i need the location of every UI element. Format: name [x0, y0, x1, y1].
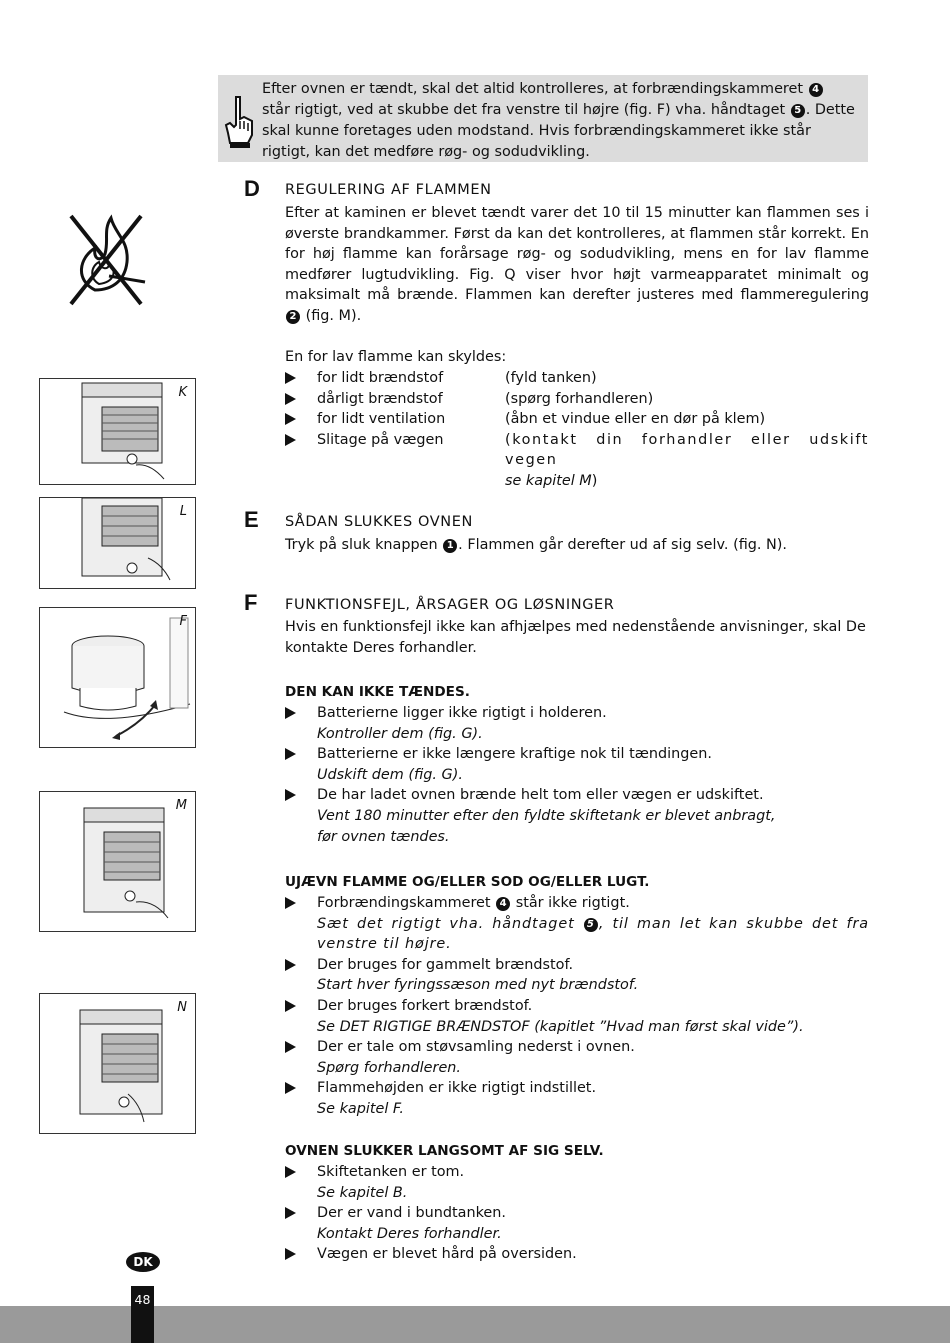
troubleshoot-list	[285, 893, 869, 1120]
bullet-arrow-icon	[285, 1207, 296, 1219]
group-heading: UJÆVN FLAMME OG/ELLER SOD OG/ELLER LUGT.	[285, 874, 650, 890]
list-item: dårligt brændstof (spørg forhandleren)	[285, 389, 869, 410]
number-badge-icon: 4	[496, 897, 510, 911]
list-item: Forbrændingskammeret 4 står ikke rigtigt. Sæt det rigtigt vha. håndtaget 5 , til man let kan skubbe det fra venstre til højre.	[285, 893, 869, 955]
heater-illustration	[40, 379, 195, 484]
combustion-chamber-illustration	[40, 608, 195, 747]
list-item: Slitage på vægen (kontakt din forhandler eller udskift vegen se kapitel M)	[285, 430, 869, 471]
figure-label: M	[175, 798, 187, 813]
list-item: Vægen er blevet hård på oversiden.	[285, 1244, 869, 1265]
section-e-text: Tryk på sluk knappen 1 . Flammen går derefter ud af sig selv. (fig. N).	[285, 537, 787, 553]
heater-illustration	[40, 792, 195, 931]
figure-label: F	[179, 614, 187, 629]
bullet-arrow-icon	[285, 393, 296, 405]
group-heading: OVNEN SLUKKER LANGSOMT AF SIG SELV.	[285, 1143, 604, 1159]
bullet-arrow-icon	[285, 372, 296, 384]
section-d-paragraph: Efter at kaminen er blevet tændt varer det 10 til 15 minutter kan flammen ses i øverste brandkammer. Først da kan det kontrolleres, at flammen står korrekt. En for høj flamme kan forårsage røg- og sodudvikling, mens en for lav flamme medfører lugtudvikling. Fig. Q viser hvor højt varmeapparatet minimalt og maksimalt må brænde. Flammen kan derefter justeres med flammeregulering 2 (fig. M).	[285, 205, 869, 324]
number-badge-icon: 5	[791, 104, 805, 118]
note-text: Efter ovnen er tændt, skal det altid kontrolleres, at forbrændingskammeret 4 står rigtigt, ved at skubbe det fra venstre til højre (fig. F) vha. håndtaget 5 . Dette skal kunne foretages uden modstand. Hvis forbrændingskammeret ikke står rigtigt, kan det medføre røg- og sodudvikling.	[262, 81, 855, 160]
bullet-arrow-icon	[285, 1166, 296, 1178]
section-title-d: REGULERING AF FLAMMEN	[285, 182, 492, 198]
heater-illustration	[40, 498, 195, 588]
list-item: for lidt brændstof (fyld tanken)	[285, 368, 869, 389]
warning-note	[218, 75, 868, 162]
section-letter-d: D	[244, 176, 260, 201]
bullet-arrow-icon	[285, 707, 296, 719]
bullet-arrow-icon	[285, 1000, 296, 1012]
bullet-arrow-icon	[285, 789, 296, 801]
figure-label: L	[179, 504, 187, 519]
section-letter-e: E	[244, 507, 259, 532]
list-item: De har ladet ovnen brænde helt tom eller vægen er udskiftet. Vent 180 minutter efter den fyldte skiftetank er blevet anbragt, før ovnen tændes.	[285, 785, 869, 847]
number-badge-icon: 1	[443, 539, 457, 553]
bullet-arrow-icon	[285, 413, 296, 425]
page-number: 48	[131, 1286, 154, 1343]
bullet-arrow-icon	[285, 748, 296, 760]
figure-f	[39, 607, 196, 748]
figure-label: K	[178, 385, 187, 400]
bullet-arrow-icon	[285, 1248, 296, 1260]
figure-m	[39, 791, 196, 932]
low-flame-causes-list	[285, 368, 869, 489]
bullet-arrow-icon	[285, 434, 296, 446]
list-item: Der er vand i bundtanken. Kontakt Deres forhandler.	[285, 1203, 869, 1244]
list-item: for lidt ventilation (åbn et vindue eller en dør på klem)	[285, 409, 869, 430]
pointing-hand-icon	[222, 95, 256, 149]
bullet-arrow-icon	[285, 1082, 296, 1094]
list-item: Skiftetanken er tom. Se kapitel B.	[285, 1162, 869, 1203]
list-item: Der er tale om støvsamling nederst i ovnen. Spørg forhandleren.	[285, 1037, 869, 1078]
group-heading: DEN KAN IKKE TÆNDES.	[285, 684, 470, 700]
language-badge: DK	[126, 1252, 160, 1272]
section-title-f: FUNKTIONSFEJL, ÅRSAGER OG LØSNINGER	[285, 597, 615, 613]
no-fire-icon	[65, 210, 147, 308]
section-f-intro: Hvis en funktionsfejl ikke kan afhjælpes med nedenstående anvisninger, skal De kontakte Deres forhandler.	[285, 619, 866, 656]
bullet-arrow-icon	[285, 897, 296, 909]
section-letter-f: F	[244, 590, 258, 615]
list-item: Batterierne ligger ikke rigtigt i holderen. Kontroller dem (fig. G).	[285, 703, 869, 744]
section-d-intro: En for lav flamme kan skyldes:	[285, 349, 507, 365]
figure-l	[39, 497, 196, 589]
figure-n	[39, 993, 196, 1134]
figure-label: N	[177, 1000, 187, 1015]
list-item: Flammehøjden er ikke rigtigt indstillet. Se kapitel F.	[285, 1078, 869, 1119]
heater-illustration	[40, 994, 195, 1133]
list-item: Der bruges for gammelt brændstof. Start hver fyringssæson med nyt brændstof.	[285, 955, 869, 996]
list-item: Der bruges forkert brændstof. Se DET RIGTIGE BRÆNDSTOF (kapitlet ”Hvad man først skal vide”).	[285, 996, 869, 1037]
number-badge-icon: 5	[584, 918, 598, 932]
troubleshoot-list	[285, 1162, 869, 1265]
figure-k	[39, 378, 196, 485]
list-item: Batterierne er ikke længere kraftige nok til tændingen. Udskift dem (fig. G).	[285, 744, 869, 785]
section-title-e: SÅDAN SLUKKES OVNEN	[285, 514, 473, 530]
bullet-arrow-icon	[285, 959, 296, 971]
bullet-arrow-icon	[285, 1041, 296, 1053]
troubleshoot-list	[285, 703, 869, 847]
number-badge-icon: 4	[809, 83, 823, 97]
number-badge-icon: 2	[286, 310, 300, 324]
